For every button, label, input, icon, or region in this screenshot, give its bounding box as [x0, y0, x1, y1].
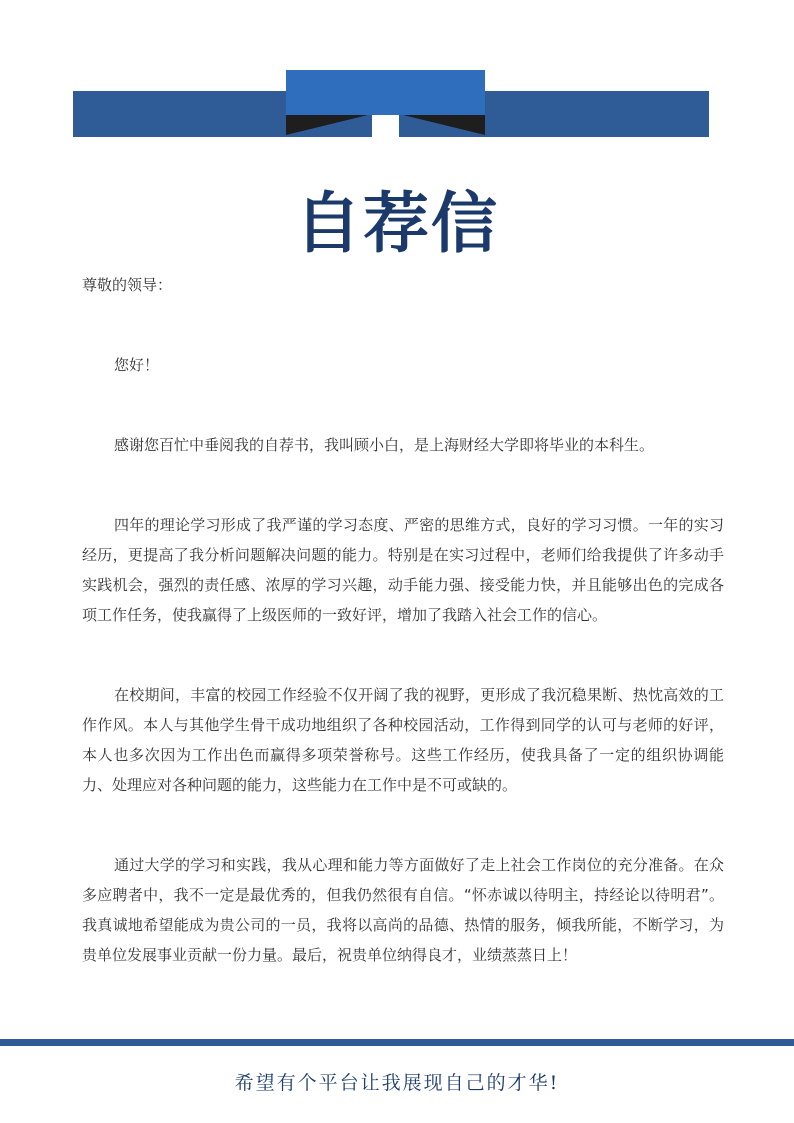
ribbon-fold-right [399, 114, 485, 135]
ribbon-fold-left [286, 114, 372, 135]
letter-paragraph: 感谢您百忙中垂阅我的自荐书，我叫顾小白，是上海财经大学即将毕业的本科生。 [114, 436, 655, 454]
footer-slogan: 希望有个平台让我展现自己的才华! [234, 1072, 560, 1094]
header-ribbon-front [286, 70, 485, 115]
letter-body [82, 270, 724, 970]
greeting: 您好！ [114, 356, 160, 374]
ribbon-gap [372, 114, 399, 137]
footer-divider [0, 1039, 794, 1046]
page-title: 自荐信 [295, 184, 499, 262]
letter-paragraph: 四年的理论学习形成了我严谨的学习态度、严密的思维方式，良好的学习习惯。一年的实习经历，更提高了我分析问题解决问题的能力。特别是在实习过程中，老师们给我提供了许多动手实践机会，强烈的责任感、浓厚的学习兴趣，动手能力强、接受能力快，并且能够出色的完成各项工作任务，使我赢得了上级医师的一致好评，增加了我踏入社会工作的信心。 [82, 516, 724, 624]
letter-paragraph: 通过大学的学习和实践，我从心理和能力等方面做好了走上社会工作岗位的充分准备。在众多应聘者中，我不一定是最优秀的，但我仍然很有自信。“怀赤诚以待明主，持经论以待明君”。我真诚地希望能成为贵公司的一员，我将以高尚的品德、热情的服务，倾我所能，不断学习，为贵单位发展事业贡献一份力量。最后，祝贵单位纳得良才，业绩蒸蒸日上！ [82, 856, 724, 964]
letter-paragraph: 在校期间，丰富的校园工作经验不仅开阔了我的视野，更形成了我沉稳果断、热忱高效的工作作风。本人与其他学生骨干成功地组织了各种校园活动，工作得到同学的认可与老师的好评，本人也多次因为工作出色而赢得多项荣誉称号。这些工作经历，使我具备了一定的组织协调能力、处理应对各种问题的能力，这些能力在工作中是不可或缺的。 [82, 686, 724, 794]
salutation: 尊敬的领导： [82, 276, 173, 294]
